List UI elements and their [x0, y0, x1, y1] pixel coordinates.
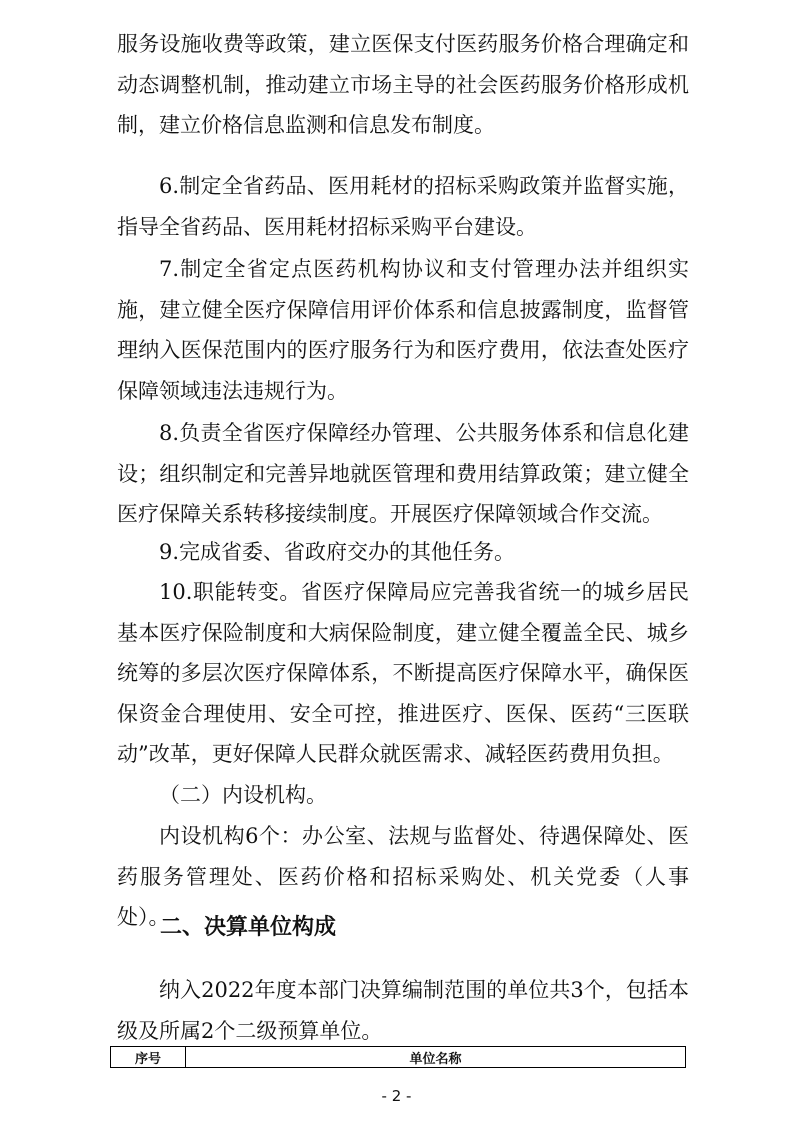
header-unit-name: 单位名称: [186, 1047, 686, 1068]
paragraph-item-6: 6.制定全省药品、医用耗材的招标采购政策并监督实施，指导全省药品、医用耗材招标采购平台建设。: [117, 174, 689, 239]
paragraph-internal-structure: 内设机构6个：办公室、法规与监督处、待遇保障处、医药服务管理处、医药价格和招标采购处、机关党委（人事处）。: [117, 824, 689, 929]
subheading-internal-structure: （二）内设机构。: [159, 783, 327, 807]
paragraph-item-7: 7.制定全省定点医药机构协议和支付管理办法并组织实施，建立健全医疗保障信用评价体系和信息披露制度，监督管理纳入医保范围内的医疗服务行为和医疗费用，依法查处医疗保障领域违法违规行为。: [117, 257, 689, 403]
paragraph-item-10: 10.职能转变。省医疗保障局应完善我省统一的城乡居民基本医疗保险制度和大病保险制度，建立健全覆盖全民、城乡统筹的多层次医疗保障体系，不断提高医疗保障水平，确保医保资金合理使用、安全可控，推进医疗、医保、医药“三医联动”改革，更好保障人民群众就医需求、减轻医药费用负担。: [117, 580, 689, 766]
page-number: - 2 -: [381, 1087, 412, 1105]
paragraph-continuation: 服务设施收费等政策，建立医保支付医药服务价格合理确定和动态调整机制，推动建立市场主导的社会医药服务价格形成机制，建立价格信息监测和信息发布制度。: [117, 32, 689, 137]
paragraph-item-8: 8.负责全省医疗保障经办管理、公共服务体系和信息化建设；组织制定和完善异地就医管理和费用结算政策；建立健全医疗保障关系转移接续制度。开展医疗保障领域合作交流。: [117, 421, 689, 526]
units-table: [110, 1046, 686, 1068]
paragraph-scope: 纳入2022年度本部门决算编制范围的单位共3个，包括本级及所属2个二级预算单位。: [117, 978, 689, 1043]
section-heading: 二、决算单位构成: [160, 915, 337, 940]
header-seq-no: 序号: [111, 1047, 186, 1068]
table-header-row: [111, 1047, 686, 1068]
paragraph-item-9: 9.完成省委、省政府交办的其他任务。: [159, 540, 516, 564]
